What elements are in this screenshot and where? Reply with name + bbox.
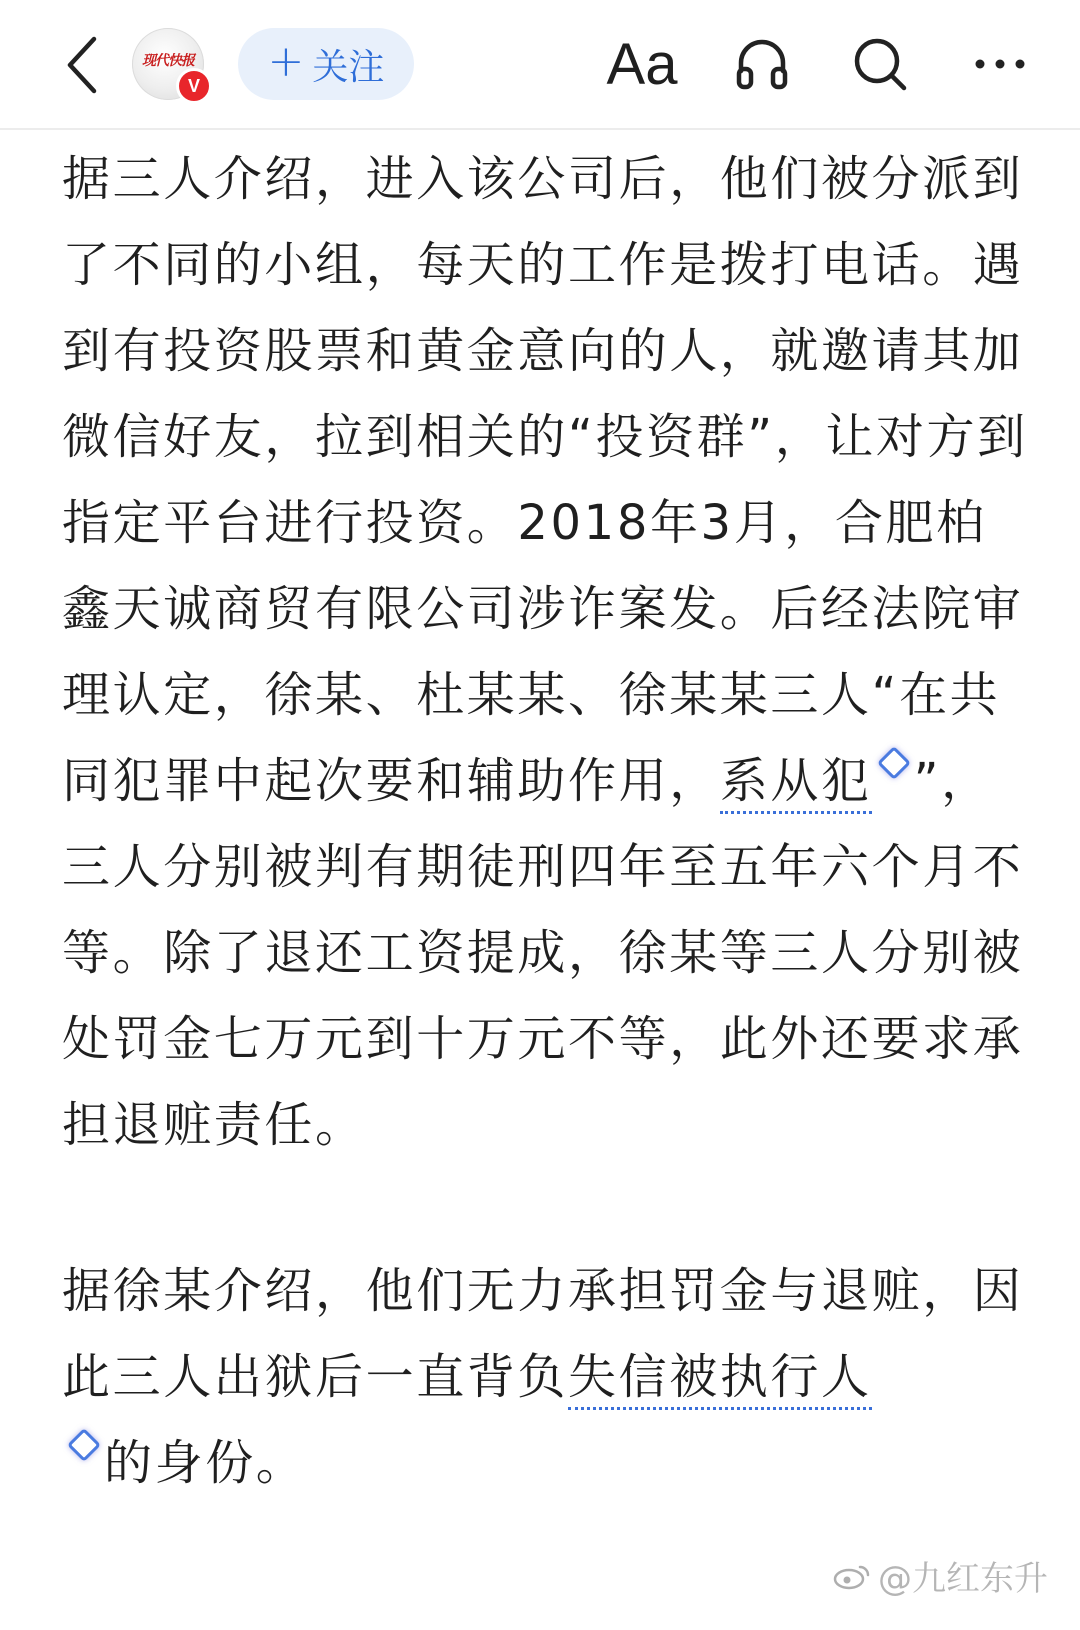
listen-button[interactable] [726,28,798,100]
article-body [62,136,1032,1506]
author-avatar[interactable] [132,28,204,100]
term-link-accomplice[interactable]: 系从犯 [720,753,872,814]
back-button[interactable] [52,30,112,100]
follow-button[interactable] [238,28,414,100]
paragraph-text: 据三人介绍，进入该公司后，他们被分派到了不同的小组，每天的工作是拨打电话。遇到有投资股票和黄金意向的人，就邀请其加微信好友，拉到相关的“投资群”，让对方到指定平台进行投资。2018年3月，合肥柏鑫天诚商贸有限公司涉诈案发。后经法院审理认定，徐某、杜某某、徐某某三人“在共同犯罪中起次要和辅助作用， [62,151,1028,809]
article-paragraph [62,136,1032,1168]
follow-label: 关注 [312,46,385,88]
weibo-icon [832,1561,872,1591]
paragraph-text: 的身份。 [104,1435,307,1491]
font-size-button[interactable] [600,28,684,100]
search-button[interactable] [844,28,916,100]
chevron-left-icon [64,35,100,95]
avatar-logo: 现代快报 [142,53,194,69]
verified-badge: V [176,68,212,104]
paragraph-text: 据徐某介绍，他们无力承担罚金与退赃，因此三人出狱后一直背负 [62,1263,1024,1405]
font-size-label: Aa [606,31,678,97]
watermark [832,1551,1048,1600]
headphones-icon [733,35,791,93]
watermark-text: @九红东升 [878,1559,1048,1599]
article-paragraph [62,1248,1032,1506]
search-icon [850,34,910,94]
plus-icon: + [267,36,305,87]
more-button[interactable] [964,28,1036,100]
term-marker-icon [67,1428,101,1462]
paragraph-text: ”，三人分别被判有期徒刑四年至五年六个月不等。除了退还工资提成，徐某等三人分别被处罚金七万元到十万元不等，此外还要求承担退赃责任。 [62,753,1024,1153]
term-marker-icon [877,746,911,780]
article-header [0,0,1080,130]
more-icon [972,54,1028,74]
term-link-dishonest-debtor[interactable]: 失信被执行人 [568,1349,872,1410]
